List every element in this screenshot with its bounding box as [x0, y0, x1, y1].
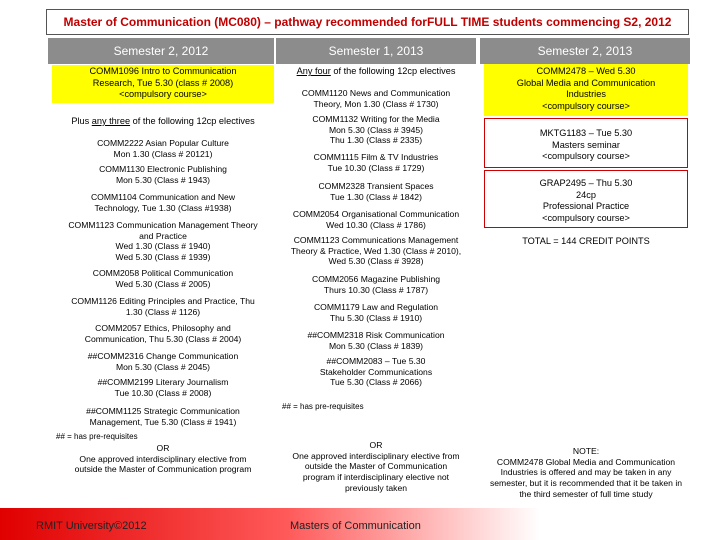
or-interdisciplinary: OR One approved interdisciplinary elective from outside the Master of Communication program if interdisciplinary elective not previously taken: [292, 440, 460, 493]
footer-title: Masters of Communication: [290, 520, 421, 532]
course-comm1096: [52, 66, 274, 101]
elective-item: COMM2328 Transient Spaces Tue 1.30 (Class # 1842): [318, 181, 434, 202]
or-interdisciplinary: OR One approved interdisciplinary elective from outside the Master of Communication program: [74, 443, 252, 475]
course-line: COMM1096 Intro to Communication: [89, 66, 237, 76]
elective-item: ##COMM2199 Literary Journalism Tue 10.30 (Class # 2008): [97, 377, 229, 398]
elective-item: COMM2054 Organisational Communication Wed 10.30 (Class # 1786): [292, 209, 460, 230]
elective-item: COMM2058 Political Communication Wed 5.30 (Class # 2005): [92, 268, 234, 289]
elective-item: COMM1179 Law and Regulation Thu 5.30 (Class # 1910): [313, 302, 439, 323]
title-main: Master of Communication (MC080) – pathway recommended for: [63, 15, 427, 29]
prereq-note: ## = has pre-requisites: [282, 402, 364, 411]
elective-item: ##COMM2318 Risk Communication Mon 5.30 (Class # 1839): [307, 330, 445, 351]
elective-item: COMM1115 Film & TV Industries Tue 10.30 (Class # 1729): [313, 152, 439, 173]
course-line: <compulsory course>: [119, 89, 207, 99]
elective-item: COMM2056 Magazine Publishing Thurs 10.30 (Class # 1787): [311, 274, 441, 295]
column-header-sem2-2012: Semester 2, 2012: [48, 38, 274, 64]
course-mktg1183: MKTG1183 – Tue 5.30 Masters seminar <compulsory course>: [539, 128, 633, 161]
column-header-sem2-2013: Semester 2, 2013: [480, 38, 690, 64]
elective-item: COMM1123 Communications Management Theory & Practice, Wed 1.30 (Class # 2010), Wed 5.30 (Class # 3928): [290, 235, 462, 267]
elective-item: COMM1132 Writing for the Media Mon 5.30 (Class # 3945) Thu 1.30 (Class # 2335): [312, 114, 440, 146]
course-line: Research, Tue 5.30 (class # 2008): [92, 77, 234, 88]
footer-copyright: RMIT University©2012: [36, 520, 147, 532]
prereq-note: ## = has pre-requisites: [56, 432, 138, 441]
elective-item: COMM1130 Electronic Publishing Mon 5.30 (Class # 1943): [99, 164, 227, 185]
elective-instruction: Any four of the following 12cp electives: [296, 66, 456, 76]
elective-item: COMM1120 News and Communication Theory, Mon 1.30 (Class # 1730): [301, 88, 451, 109]
elective-item: COMM1104 Communication and New Technology, Tue 1.30 (Class #1938): [90, 192, 236, 213]
elective-item: ##COMM2316 Change Communication Mon 5.30 (Class # 2045): [87, 351, 239, 372]
elective-instruction: Plus any three of the following 12cp electives: [71, 116, 255, 126]
page-title: [46, 9, 689, 35]
elective-item: COMM1123 Communication Management Theory and Practice Wed 1.30 (Class # 1940) Wed 5.30 (Class # 1939): [68, 220, 258, 263]
title-highlight: FULL TIME students commencing S2, 2012: [426, 15, 672, 29]
course-grap2495: GRAP2495 – Thu 5.30 24cp Professional Practice <compulsory course>: [539, 178, 633, 223]
elective-item: COMM2057 Ethics, Philosophy and Communication, Thu 5.30 (Class # 2004): [84, 323, 242, 344]
elective-item: COMM1126 Editing Principles and Practice, Thu 1.30 (Class # 1126): [71, 296, 255, 317]
semester-note: NOTE: COMM2478 Global Media and Communication Industries is offered and may be taken in any semester, but it is recommended that it be taken in the third semester of full time study: [489, 446, 683, 499]
column-header-sem1-2013: Semester 1, 2013: [276, 38, 476, 64]
elective-item: ##COMM2083 – Tue 5.30 Stakeholder Communications Tue 5.30 (Class # 2066): [319, 356, 433, 388]
elective-item: COMM2222 Asian Popular Culture Mon 1.30 (Class # 20121): [97, 138, 229, 159]
total-credit-points: TOTAL = 144 CREDIT POINTS: [522, 236, 650, 246]
course-comm2478: COMM2478 – Wed 5.30 Global Media and Communication Industries <compulsory course>: [516, 66, 656, 111]
elective-item: ##COMM1125 Strategic Communication Management, Tue 5.30 (Class # 1941): [86, 406, 240, 427]
